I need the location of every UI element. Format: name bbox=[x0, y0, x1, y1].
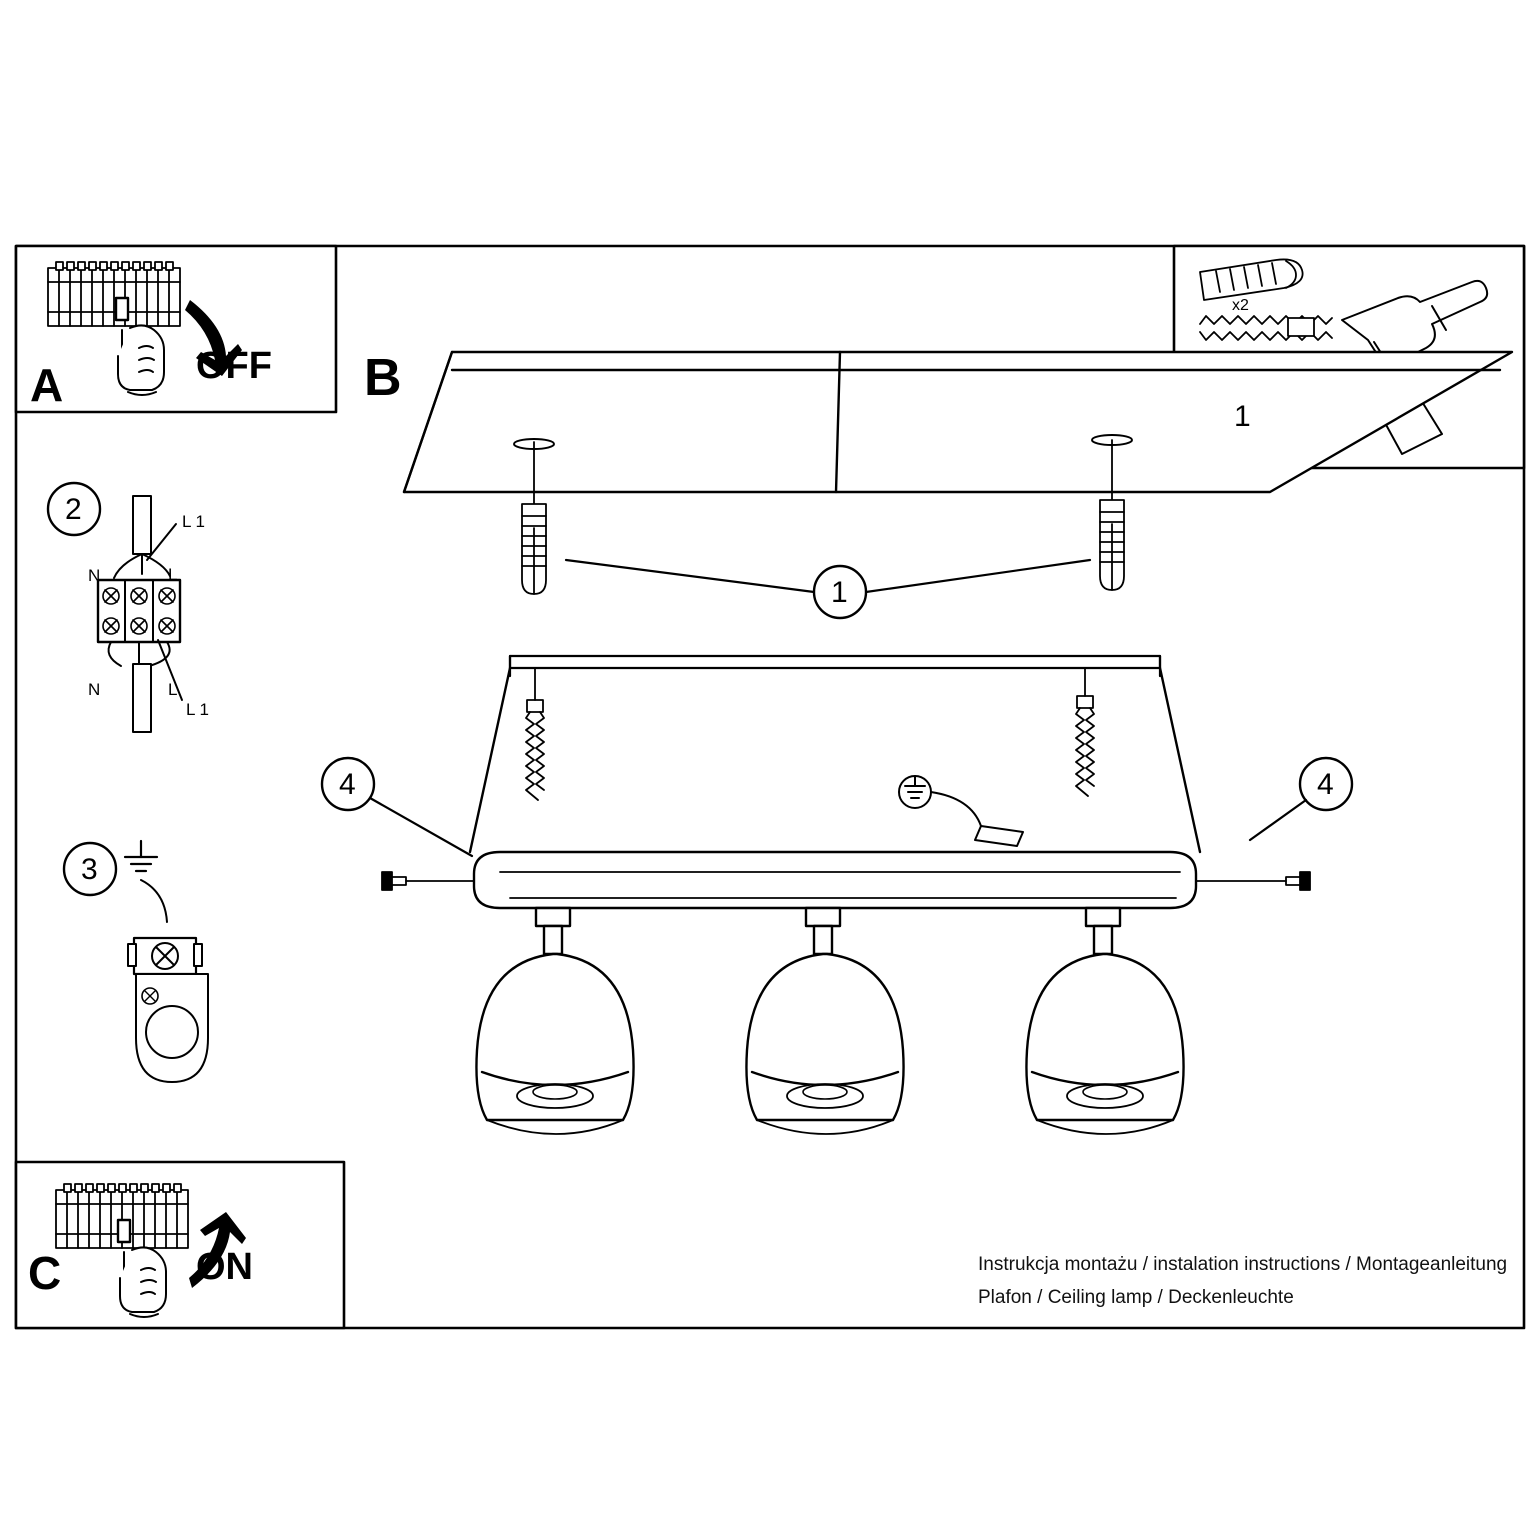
callout-1-hardware-number: 1 bbox=[1234, 400, 1251, 433]
fuse-box-c-icon bbox=[56, 1184, 188, 1248]
footer-line-2: Plafon / Ceiling lamp / Deckenleuchte bbox=[978, 1287, 1294, 1308]
panel-a-action-label: OFF bbox=[196, 345, 272, 387]
wire-label-l1-bottom: L 1 bbox=[186, 700, 210, 719]
wire-label-l-bottom: L bbox=[168, 680, 178, 699]
panel-c-action-label: ON bbox=[196, 1246, 253, 1288]
fuse-box-a-icon bbox=[48, 262, 180, 326]
panel-b-letter: B bbox=[364, 349, 402, 407]
panel-a-letter: A bbox=[30, 359, 64, 411]
wire-label-n-top: N bbox=[88, 566, 101, 585]
step-2-number: 2 bbox=[65, 493, 82, 526]
step-3-number: 3 bbox=[81, 853, 98, 886]
wire-label-l-top: L bbox=[168, 565, 178, 584]
wire-label-l1-top: L 1 bbox=[182, 512, 206, 531]
footer-line-1: Instrukcja montażu / instalation instructions / Montageanleitung bbox=[978, 1254, 1508, 1275]
callout-1-plugs-number: 1 bbox=[831, 576, 848, 609]
wire-label-n-bottom: N bbox=[88, 680, 101, 699]
panel-c-letter: C bbox=[28, 1247, 62, 1299]
hardware-quantity-label: x2 bbox=[1232, 297, 1249, 314]
callout-4-right-number: 4 bbox=[1317, 768, 1334, 801]
callout-4-left-number: 4 bbox=[339, 768, 356, 801]
